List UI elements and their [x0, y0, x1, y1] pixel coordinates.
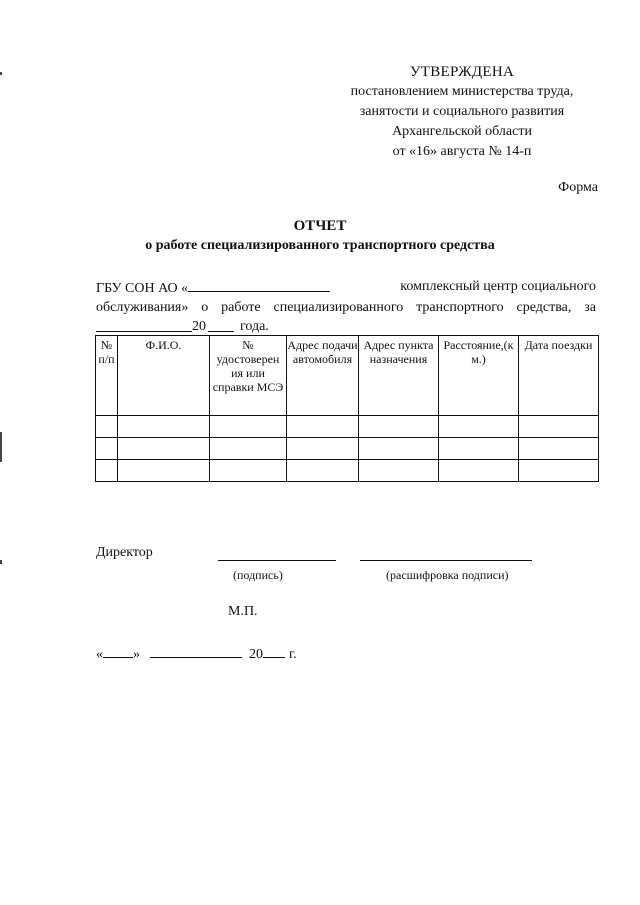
year-prefix: 20 — [192, 319, 206, 334]
approval-heading: УТВЕРЖДЕНА — [409, 64, 515, 80]
column-header: Адрес подачи автомобиля — [287, 336, 359, 416]
report-table — [95, 335, 599, 482]
approval-line: Архангельской области — [392, 124, 532, 139]
column-header: Расстояние,(к м.) — [439, 336, 519, 416]
form-label: Форма — [558, 180, 598, 195]
approval-line: от «16» августа № 14-п — [392, 144, 532, 159]
date-year-blank[interactable] — [263, 643, 285, 658]
scan-margin-mark — [0, 72, 2, 75]
column-header: № п/п — [96, 336, 118, 416]
table-row — [96, 438, 599, 460]
month-blank[interactable] — [150, 643, 242, 658]
signature-caption: (подпись) — [233, 568, 283, 582]
table-cell[interactable] — [359, 416, 439, 438]
paragraph-line-2 — [96, 298, 596, 317]
table-cell[interactable] — [359, 438, 439, 460]
date-line — [96, 643, 297, 663]
table-cell[interactable] — [96, 460, 118, 482]
year-suffix: года. — [240, 319, 269, 334]
document-subtitle: о работе специализированного транспортного средства — [145, 238, 495, 253]
table-row — [96, 460, 599, 482]
table-cell[interactable] — [439, 416, 519, 438]
table-cell[interactable] — [210, 460, 287, 482]
paragraph-line-1 — [96, 277, 596, 298]
date-close-quote: » — [133, 647, 140, 662]
approval-line: занятости и социального развития — [359, 104, 565, 119]
table-cell[interactable] — [287, 460, 359, 482]
table-cell[interactable] — [287, 416, 359, 438]
table-cell[interactable] — [439, 460, 519, 482]
paragraph-line-3 — [96, 317, 596, 336]
day-blank[interactable] — [103, 643, 133, 658]
table-row — [96, 416, 599, 438]
org-prefix: ГБУ СОН АО « — [96, 281, 189, 296]
table-cell[interactable] — [96, 416, 118, 438]
column-header: Адрес пункта назначения — [359, 336, 439, 416]
paragraph-fragment — [96, 277, 330, 298]
scan-margin-mark — [0, 432, 2, 462]
column-header: Дата поездки — [519, 336, 599, 416]
column-header: № удостоверен ия или справки МСЭ — [210, 336, 287, 416]
position-label: Директор — [96, 545, 153, 560]
table-cell[interactable] — [118, 438, 210, 460]
year-blank[interactable] — [208, 317, 234, 332]
document-title: ОТЧЕТ — [293, 218, 347, 234]
table-cell[interactable] — [118, 416, 210, 438]
signature-decode-line[interactable] — [360, 560, 532, 561]
table-header-row — [96, 336, 599, 416]
org-name-blank[interactable] — [188, 277, 330, 292]
scan-margin-mark — [0, 560, 2, 564]
table-cell[interactable] — [519, 438, 599, 460]
table-cell[interactable] — [519, 460, 599, 482]
signature-line[interactable] — [218, 560, 336, 561]
intro-paragraph — [96, 277, 596, 336]
paragraph-text: обслуживания» о работе специализированного транспортного средства, за — [96, 300, 596, 315]
table-cell[interactable] — [359, 460, 439, 482]
org-suffix: комплексный центр социального — [400, 279, 596, 294]
table-cell[interactable] — [118, 460, 210, 482]
date-open-quote: « — [96, 647, 103, 662]
stamp-place-label: М.П. — [228, 604, 258, 619]
table-cell[interactable] — [439, 438, 519, 460]
date-year-prefix: 20 — [249, 647, 263, 662]
approval-line: постановлением министерства труда, — [350, 84, 574, 99]
approval-block — [322, 62, 602, 162]
table-cell[interactable] — [96, 438, 118, 460]
period-blank[interactable] — [96, 317, 192, 332]
signature-decode-caption: (расшифровка подписи) — [386, 568, 509, 582]
table-cell[interactable] — [210, 438, 287, 460]
table-cell[interactable] — [210, 416, 287, 438]
table-cell[interactable] — [287, 438, 359, 460]
table-cell[interactable] — [519, 416, 599, 438]
date-year-suffix: г. — [289, 647, 297, 662]
column-header: Ф.И.О. — [118, 336, 210, 416]
